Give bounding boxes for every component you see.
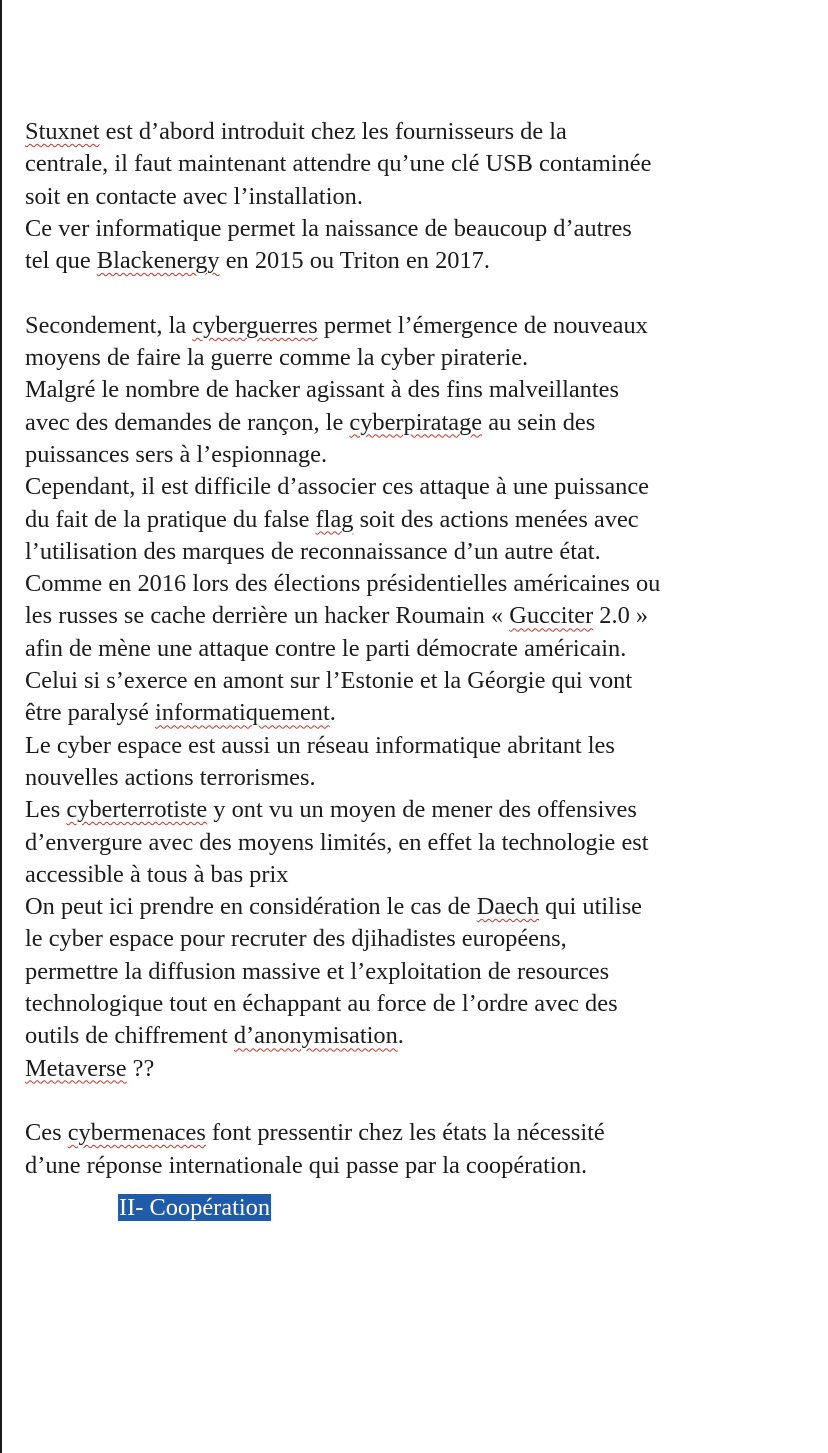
misspelled-word: Blackenergy [96, 247, 220, 275]
blank-line [25, 1085, 825, 1117]
paragraph_2-line [25, 407, 825, 439]
paragraph_2-line [25, 374, 825, 406]
misspelled-word: cyberpiratage [349, 408, 483, 436]
paragraph_2-line [25, 891, 825, 923]
paragraph_1-line [25, 181, 825, 213]
text-run: du fait de la pratique du false [25, 505, 316, 533]
text-run: soit en contacte avec l’installation. [25, 182, 363, 210]
text-run: centrale, il faut maintenant attendre qu’une clé USB contaminée [25, 150, 652, 178]
text-run: y ont vu un moyen de mener des offensives [207, 796, 637, 824]
misspelled-word: informatiquement [155, 699, 330, 727]
paragraph_2-line [25, 471, 825, 503]
paragraph_2-line [25, 504, 825, 536]
text-run: puissances sers à l’espionnage. [25, 440, 328, 468]
misspelled-word: cyberguerres [192, 311, 318, 339]
misspelled-word: cyberterrotiste [66, 796, 208, 824]
paragraph_1-line [25, 213, 825, 245]
paragraph_1-line [25, 245, 825, 277]
text-run: Ce ver informatique permet la naissance de beaucoup d’autres [25, 214, 632, 242]
misspelled-word: Metaverse [25, 1054, 127, 1082]
paragraph_1-line [25, 116, 825, 148]
text-run: accessible à tous à bas prix [25, 860, 289, 888]
paragraph-3[interactable] [25, 1117, 825, 1182]
misspelled-word: Daech [476, 893, 540, 921]
text-run: Le cyber espace est aussi un réseau informatique abritant les [25, 731, 615, 759]
misspelled-word: d’anonymisation [233, 1022, 398, 1050]
text-run: permettre la diffusion massive et l’exploitation de resources [25, 957, 610, 985]
misspelled-word: cybermenaces [67, 1119, 206, 1147]
paragraph_2-line [25, 665, 825, 697]
text-run: Celui si s’exerce en amont sur l’Estonie et la Géorgie qui vont [25, 667, 633, 695]
text-run: avec des demandes de rançon, le [25, 408, 350, 436]
text-run: d’envergure avec des moyens limités, en effet la technologie est [25, 828, 649, 856]
text-run: d’une réponse internationale qui passe par la coopération. [25, 1151, 588, 1179]
paragraph_2-line [25, 568, 825, 600]
text-run: qui utilise [539, 893, 643, 921]
paragraph_2-line [25, 1020, 825, 1052]
text-run: 2.0 » [593, 602, 649, 630]
text-run: Comme en 2016 lors des élections présidentielles américaines ou [25, 570, 661, 598]
paragraph_1-line [25, 148, 825, 180]
paragraph_2-line [25, 730, 825, 762]
text-run: moyens de faire la guerre comme la cyber piraterie. [25, 344, 529, 372]
paragraph_2-line [25, 633, 825, 665]
text-run: soit des actions menées avec [353, 505, 639, 533]
section-heading-selected[interactable]: II- Coopération [119, 1193, 271, 1221]
paragraph_2-line [25, 762, 825, 794]
paragraph_2-line [25, 923, 825, 955]
text-run: Les [25, 796, 67, 824]
text-run: outils de chiffrement [25, 1022, 234, 1050]
paragraph_2-line [25, 439, 825, 471]
paragraph_2-line [25, 988, 825, 1020]
text-run: l’utilisation des marques de reconnaissance d’un autre état. [25, 537, 601, 565]
text-run: . [329, 699, 336, 727]
paragraph_2-line [25, 859, 825, 891]
text-run: les russes se cache derrière un hacker Roumain « [25, 602, 510, 630]
text-run: est d’abord introduit chez les fournisseurs de la [99, 118, 567, 145]
text-run: technologique tout en échappant au force de l’ordre avec des [25, 990, 618, 1018]
text-run: Ces [25, 1119, 68, 1147]
paragraph_2-line [25, 794, 825, 826]
text-run: Malgré le nombre de hacker agissant à des fins malveillantes [25, 376, 619, 404]
misspelled-word: flag [315, 505, 354, 533]
text-run: en 2015 ou Triton en 2017. [219, 247, 490, 275]
text-run: le cyber espace pour recruter des djihadistes européens, [25, 925, 567, 953]
section-heading-line [25, 1192, 825, 1232]
text-run: afin de mène une attaque contre le parti démocrate américain. [25, 634, 627, 662]
misspelled-word: Stuxnet [25, 118, 100, 145]
paragraph_2-line [25, 342, 825, 374]
paragraph_2-line [25, 827, 825, 859]
paragraph_3-line [25, 1150, 825, 1182]
paragraph_2-line [25, 956, 825, 988]
text-run: font pressentir chez les états la nécessité [205, 1119, 605, 1147]
misspelled-word: Gucciter [509, 602, 594, 630]
paragraph-1[interactable] [25, 116, 825, 277]
text-run: . [397, 1022, 404, 1050]
text-run: ?? [126, 1054, 155, 1082]
document-page[interactable] [25, 116, 825, 1232]
paragraph_2-line [25, 536, 825, 568]
paragraph_2-line [25, 600, 825, 632]
paragraph_2-line [25, 1053, 825, 1085]
page-left-border [0, 0, 2, 1453]
text-run: être paralysé [25, 699, 156, 727]
blank-line [25, 277, 825, 309]
text-run: Secondement, la [25, 311, 193, 339]
text-run: tel que [25, 247, 97, 275]
text-run: au sein des [482, 408, 596, 436]
paragraph-2[interactable] [25, 310, 825, 1085]
text-run: Cependant, il est difficile d’associer ces attaque à une puissance [25, 473, 649, 501]
paragraph_3-line [25, 1117, 825, 1149]
paragraph_2-line [25, 310, 825, 342]
text-run: nouvelles actions terrorismes. [25, 763, 316, 791]
text-run: On peut ici prendre en considération le cas de [25, 893, 477, 921]
text-run: permet l’émergence de nouveaux [317, 311, 648, 339]
paragraph_2-line [25, 697, 825, 729]
